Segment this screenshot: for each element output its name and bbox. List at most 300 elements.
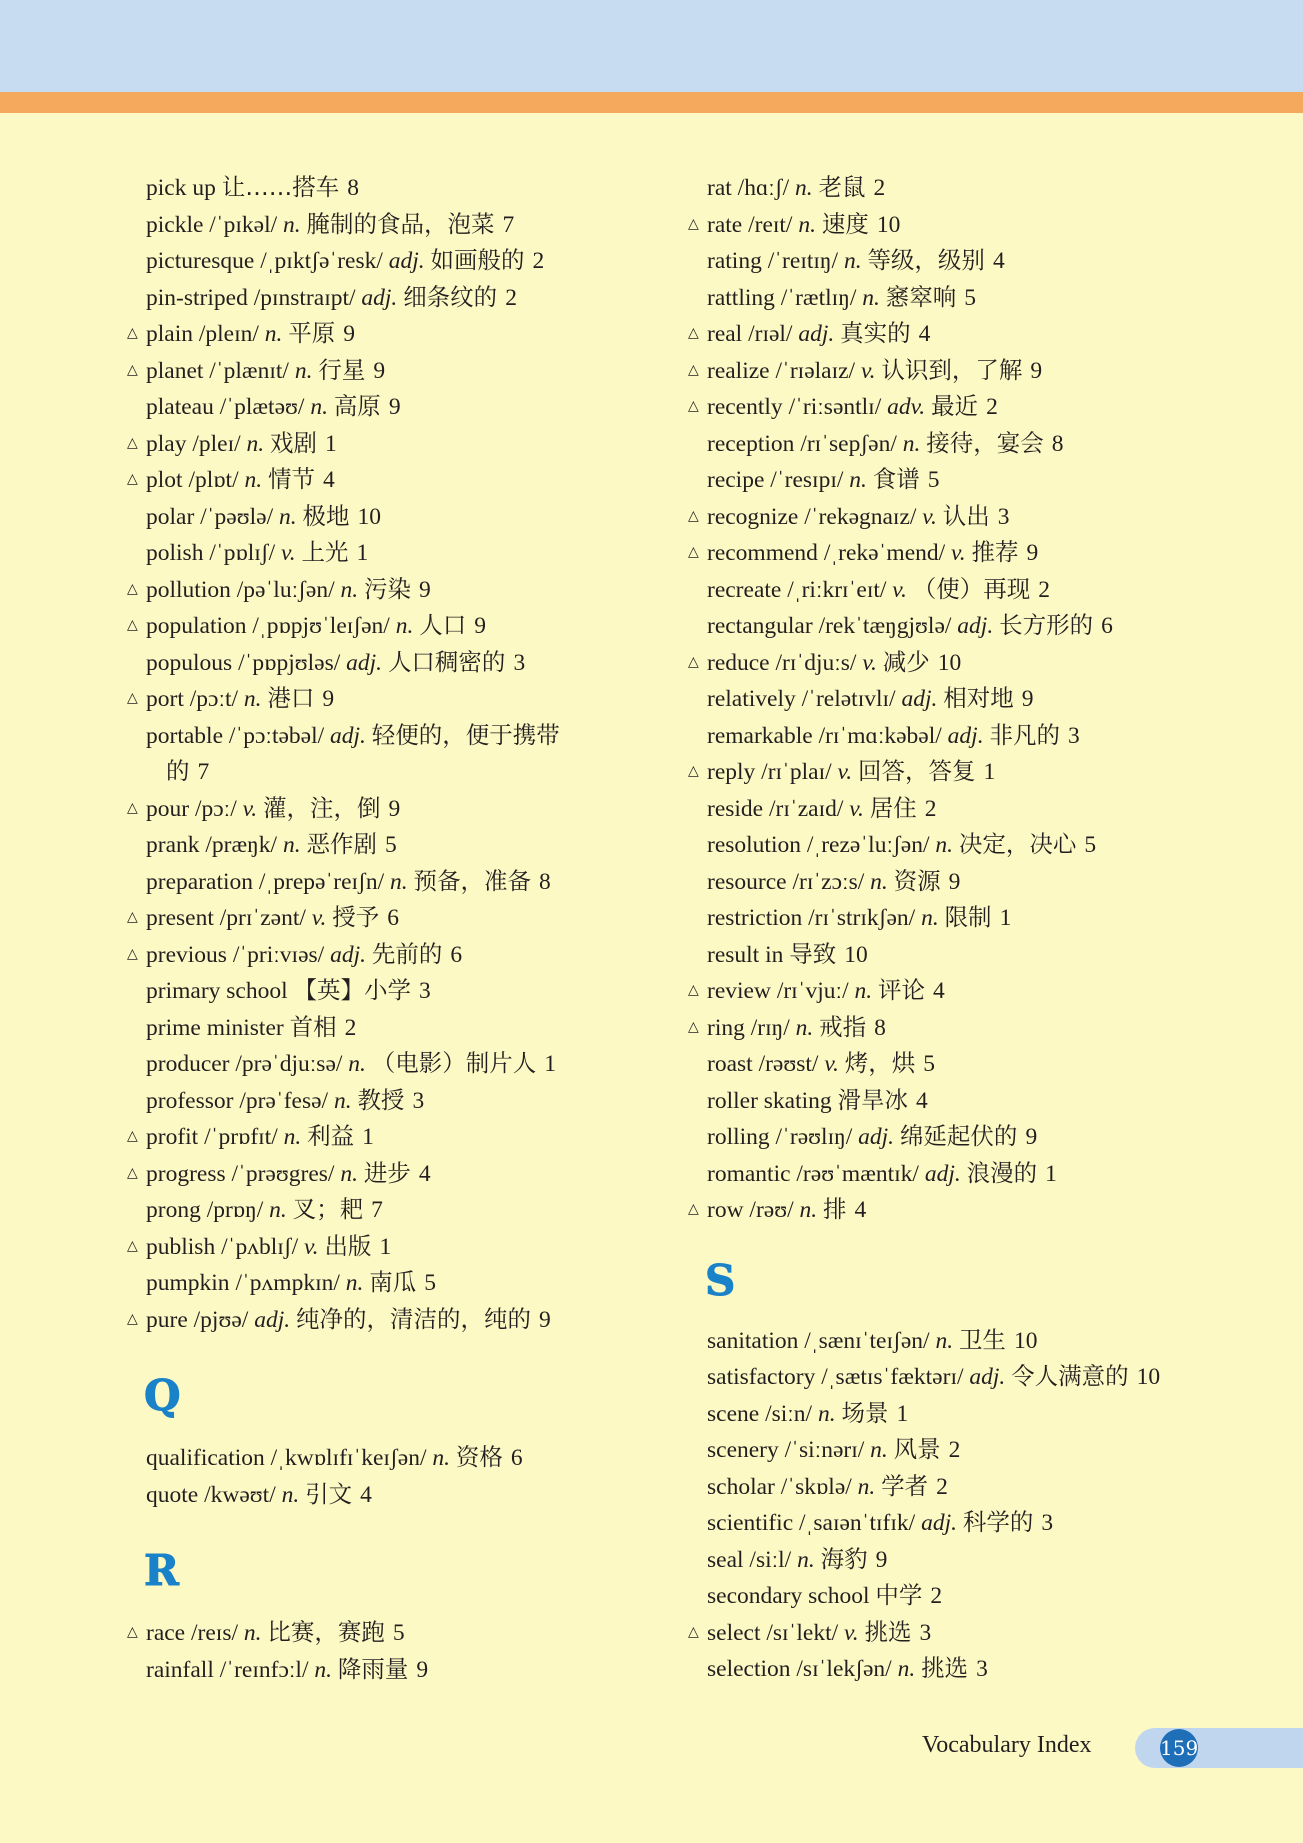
entry-part-of-speech: v. [242, 795, 258, 822]
vocab-entry [126, 973, 646, 1010]
entry-unit-number: 10 [1013, 1327, 1038, 1354]
entry-definition: 食谱 [872, 465, 920, 493]
entry-word: pick up [146, 175, 216, 201]
entry-word: recently [707, 394, 783, 420]
vocab-entry [126, 1440, 646, 1477]
vocab-entry [687, 207, 1227, 244]
vocab-entry [687, 827, 1227, 864]
entry-word: row [707, 1197, 744, 1223]
entry-phonetic: /pjʊə/ [193, 1306, 249, 1333]
key-word-marker-icon: △ [688, 1018, 699, 1035]
entry-word: pour [146, 795, 190, 822]
entry-word: recipe [707, 467, 765, 493]
key-word-marker-icon: △ [127, 580, 138, 597]
vocab-entry [126, 1265, 646, 1302]
entry-unit-number: 9 [1026, 540, 1039, 566]
entry-unit-number: 4 [916, 1087, 928, 1114]
entry-definition: 窸窣响 [885, 282, 957, 311]
entry-definition: 污染 [364, 574, 412, 603]
vocab-entry [126, 827, 646, 864]
entry-unit-number: 4 [322, 467, 335, 493]
entry-part-of-speech: adj. [957, 613, 994, 639]
vocab-entry [126, 900, 646, 937]
key-word-marker-icon: △ [688, 325, 699, 341]
vocab-entry [126, 608, 646, 645]
entry-unit-number: 3 [997, 503, 1010, 530]
entry-unit-number: 3 [419, 978, 431, 1004]
entry-phonetic: /ˈpriːvɪəs/ [232, 941, 325, 968]
entry-phonetic: /ˈsiːnərɪ/ [784, 1437, 865, 1463]
entry-phonetic: /ˈrekəgnaɪz/ [804, 503, 917, 530]
entry-part-of-speech: n. [243, 1620, 262, 1646]
entry-word: pollution [146, 576, 231, 603]
entry-word: planet [146, 357, 204, 384]
key-word-marker-icon: △ [127, 434, 138, 451]
vocab-entry [687, 535, 1227, 572]
entry-word: real [707, 321, 743, 347]
entry-word: rating [707, 248, 762, 274]
entry-definition: 认识到，了解 [881, 355, 1023, 384]
vocab-entry [687, 1432, 1227, 1469]
entry-unit-number: 9 [1021, 686, 1034, 712]
entry-definition: 授予 [332, 903, 380, 931]
entry-unit-number: 1 [379, 1233, 392, 1260]
entry-word: professor [146, 1087, 234, 1114]
entry-unit-number: 3 [513, 649, 526, 676]
entry-definition: 减少 [882, 647, 930, 676]
vocab-entry [687, 1046, 1227, 1083]
entry-phonetic: /ˌriːkrɪˈeɪt/ [787, 576, 887, 603]
entry-phonetic: /ˈpʌblɪʃ/ [221, 1233, 299, 1260]
entry-definition: 纯净的，清洁的，纯的 [295, 1304, 531, 1333]
entry-phonetic: /rɪˈsepʃən/ [800, 430, 897, 457]
entry-part-of-speech: n. [870, 868, 888, 895]
vocab-entry [126, 791, 646, 828]
entry-part-of-speech: n. [921, 905, 939, 931]
vocab-entry [126, 1229, 646, 1266]
entry-word: quote [146, 1481, 199, 1508]
entry-word: rate [707, 211, 743, 238]
entry-list-p [126, 170, 646, 1338]
entry-phonetic: /siːl/ [749, 1546, 792, 1573]
header-band [0, 0, 1303, 92]
entry-part-of-speech: v. [304, 1233, 319, 1260]
entry-phonetic: /ˌsætɪsˈfæktərɪ/ [821, 1364, 964, 1390]
entry-unit-number: 9 [388, 394, 401, 420]
entry-word: reduce [707, 649, 770, 676]
entry-part-of-speech: n. [870, 1437, 888, 1463]
entry-unit-number: 10 [1136, 1364, 1161, 1390]
entry-definition: （电影）制片人 [371, 1049, 537, 1077]
entry-part-of-speech: n. [314, 1656, 332, 1683]
entry-word: scholar [707, 1473, 775, 1500]
entry-word: producer [146, 1051, 230, 1077]
entry-unit-number: 9 [1025, 1124, 1038, 1150]
entry-phonetic: /rəʊˈmæntɪk/ [796, 1160, 919, 1187]
entry-definition: 绵延起伏的 [899, 1122, 1018, 1150]
entry-phonetic: /pleɪn/ [198, 321, 259, 347]
entry-definition: 情节 [267, 465, 315, 493]
entry-phonetic: /ˈreɪtɪŋ/ [767, 248, 839, 274]
entry-part-of-speech: adj. [330, 722, 366, 749]
entry-phonetic: /reɪt/ [748, 211, 793, 238]
entry-word: recreate [707, 576, 782, 603]
entry-definition: （使）再现 [912, 574, 1031, 603]
entry-definition: 降雨量 [337, 1654, 409, 1683]
entry-part-of-speech: v. [281, 540, 296, 566]
entry-unit-number: 9 [474, 613, 486, 639]
vocab-entry [126, 316, 646, 353]
entry-unit-number: 3 [1067, 722, 1080, 749]
key-word-marker-icon: △ [127, 690, 138, 706]
entry-unit-number: 9 [416, 1656, 429, 1683]
vocab-entry [687, 353, 1227, 390]
entry-phonetic: /ˈprɒfɪt/ [204, 1124, 278, 1150]
entry-phonetic: /ˌpɪktʃəˈresk/ [260, 248, 383, 274]
entry-definition: 老鼠 [818, 173, 866, 201]
key-word-marker-icon: △ [688, 763, 699, 779]
entry-word: qualification [146, 1445, 265, 1471]
vocab-entry [687, 1615, 1227, 1652]
vocab-entry [126, 499, 646, 536]
key-word-marker-icon: △ [127, 1624, 138, 1640]
entry-part-of-speech: n. [283, 211, 301, 238]
vocab-entry [687, 645, 1227, 682]
vocab-entry [687, 1083, 1227, 1120]
entry-unit-number: 8 [539, 868, 551, 895]
vocab-entry [126, 1615, 646, 1652]
entry-word: satisfactory [707, 1364, 816, 1390]
entry-definition: 预备，准备 [413, 866, 532, 895]
entry-definition: 速度 [821, 209, 869, 238]
entry-unit-number: 9 [1030, 357, 1043, 384]
entry-word: romantic [707, 1160, 791, 1187]
entry-unit-number: 9 [419, 576, 431, 603]
entry-definition: 真实的 [840, 319, 911, 347]
entry-definition: 南瓜 [369, 1268, 417, 1296]
entry-part-of-speech: n. [243, 686, 262, 712]
key-word-marker-icon: △ [127, 945, 138, 962]
entry-phonetic: /siːn/ [765, 1400, 813, 1427]
entry-word: secondary school [707, 1583, 870, 1609]
entry-phonetic: /ˈreɪnfɔːl/ [219, 1656, 309, 1683]
vocab-entry [126, 937, 646, 974]
entry-definition: 先前的 [371, 939, 443, 968]
entry-unit-number: 2 [948, 1437, 961, 1463]
vocab-entry [687, 316, 1227, 353]
entry-list-r-continued [687, 170, 1227, 1229]
entry-unit-number: 10 [357, 503, 381, 530]
entry-unit-number: 3 [976, 1656, 988, 1682]
entry-unit-number: 5 [424, 1270, 437, 1296]
entry-word: review [707, 978, 771, 1004]
vocab-entry [126, 1652, 646, 1689]
entry-unit-number: 4 [418, 1160, 431, 1187]
entry-phonetic: /sɪˈlekt/ [766, 1619, 839, 1646]
vocab-entry [687, 462, 1227, 499]
vocab-entry [687, 1469, 1227, 1506]
entry-definition: 相对地 [943, 684, 1014, 712]
entry-definition: 进步 [363, 1158, 411, 1187]
entry-unit-number: 9 [875, 1546, 888, 1573]
entry-definition: 港口 [267, 684, 315, 712]
entry-word: resolution [707, 832, 801, 858]
entry-definition: 【英】小学 [293, 976, 411, 1004]
entry-definition: 行星 [318, 355, 366, 384]
entry-phonetic: /rɪˈzaɪd/ [769, 795, 844, 822]
entry-word: race [146, 1620, 186, 1646]
entry-word: realize [707, 357, 770, 384]
entry-phonetic: /ˌkwɒlɪfɪˈkeɪʃən/ [270, 1445, 427, 1471]
entry-part-of-speech: adj. [969, 1364, 1006, 1390]
accent-band [0, 92, 1303, 113]
entry-unit-number: 1 [983, 759, 996, 785]
entry-part-of-speech: n. [854, 978, 873, 1004]
entry-definition: 限制 [944, 903, 992, 931]
entry-part-of-speech: n. [395, 613, 414, 639]
entry-word: populous [146, 649, 233, 676]
entry-definition: 中学 [875, 1581, 923, 1609]
entry-part-of-speech: n. [902, 430, 921, 457]
entry-unit-number: 1 [999, 905, 1012, 931]
entry-phonetic: /prəˈdjuːsə/ [235, 1051, 343, 1077]
entry-part-of-speech: adj. [361, 284, 398, 311]
entry-word: rectangular [707, 613, 813, 639]
entry-unit-number: 1 [362, 1124, 374, 1150]
entry-definition: 决定，决心 [958, 830, 1077, 858]
entry-list-q [126, 1440, 646, 1513]
entry-word: result in [707, 941, 784, 968]
key-word-marker-icon: △ [127, 909, 138, 925]
vocab-entry [126, 681, 646, 718]
entry-definition: 最近 [931, 392, 979, 420]
entry-word: seal [707, 1546, 744, 1573]
key-word-marker-icon: △ [127, 361, 138, 378]
entry-definition: 恶作剧 [306, 830, 377, 858]
entry-definition: 长方形的 [999, 611, 1094, 639]
entry-part-of-speech: n. [244, 467, 263, 493]
vocab-entry [687, 900, 1227, 937]
entry-part-of-speech: n. [281, 1481, 300, 1508]
entry-part-of-speech: adj. [798, 321, 835, 347]
entry-unit-number: 4 [918, 321, 931, 347]
entry-phonetic: /ˈriːsəntlɪ/ [788, 394, 882, 420]
section-letter-s: S [705, 1255, 736, 1305]
entry-phonetic: /pɔːt/ [189, 686, 239, 712]
entry-part-of-speech: n. [795, 175, 813, 201]
key-word-marker-icon: △ [127, 471, 138, 487]
entry-part-of-speech: adj. [921, 1510, 957, 1536]
entry-part-of-speech: adj. [388, 248, 425, 274]
entry-phonetic: /pɔː/ [194, 795, 237, 822]
vocab-entry [126, 462, 646, 499]
entry-definition: 导致 [789, 939, 837, 968]
entry-definition: 居住 [869, 793, 917, 822]
vocab-entry [126, 1156, 646, 1193]
entry-definition: 卫生 [958, 1325, 1006, 1354]
entry-definition: 引文 [305, 1479, 353, 1508]
entry-phonetic: /rɪˈstrɪkʃən/ [808, 905, 916, 931]
vocab-entry [687, 1542, 1227, 1579]
vocab-entry [687, 937, 1227, 974]
entry-part-of-speech: n. [799, 1197, 818, 1223]
vocab-entry [687, 681, 1227, 718]
vocab-entry [126, 243, 646, 280]
entry-definition: 出版 [324, 1231, 372, 1260]
vocab-entry [687, 389, 1227, 426]
entry-word: reception [707, 430, 795, 457]
entry-word: preparation [146, 868, 254, 895]
entry-definition: 科学的 [962, 1508, 1034, 1536]
entry-unit-number: 6 [387, 905, 399, 931]
entry-phonetic: /rɪˈvjuː/ [776, 978, 849, 1004]
vocab-entry [687, 1396, 1227, 1433]
entry-part-of-speech: n. [348, 1051, 366, 1077]
entry-word: plateau [146, 394, 214, 420]
entry-definition: 认出 [942, 501, 990, 530]
entry-definition: 上光 [301, 538, 349, 566]
entry-phonetic: /præŋk/ [205, 832, 278, 858]
vocab-entry [687, 243, 1227, 280]
entry-phonetic: /kwəʊt/ [204, 1481, 276, 1508]
section-letter-q: Q [144, 1371, 181, 1420]
vocab-entry [687, 864, 1227, 901]
entry-list-r [126, 1615, 646, 1688]
vocab-entry [687, 718, 1227, 755]
key-word-marker-icon: △ [688, 982, 699, 998]
entry-definition: 人口稠密的 [387, 647, 506, 676]
vocab-entry [687, 1359, 1227, 1396]
entry-word: port [146, 686, 184, 712]
entry-unit-number: 3 [412, 1087, 425, 1114]
entry-word: reply [707, 759, 756, 785]
key-word-marker-icon: △ [127, 1237, 138, 1254]
entry-unit-number: 3 [919, 1619, 932, 1646]
vocab-entry [126, 1083, 646, 1120]
entry-definition: 烤，烘 [844, 1049, 916, 1077]
entry-phonetic: /plɒt/ [188, 467, 239, 493]
entry-part-of-speech: n. [849, 467, 867, 493]
entry-unit-number: 1 [1045, 1160, 1057, 1187]
entry-phonetic: /ˈpʌmpkɪn/ [235, 1270, 340, 1296]
entry-definition: 浪漫的 [966, 1158, 1038, 1187]
vocab-entry [687, 426, 1227, 463]
entry-phonetic: /rɪˈzɔːs/ [792, 868, 865, 895]
vocab-entry [687, 1010, 1227, 1047]
vocab-entry [687, 1505, 1227, 1542]
entry-part-of-speech: n. [282, 832, 301, 858]
vocab-entry [126, 426, 646, 463]
entry-definition: 场景 [841, 1398, 889, 1427]
key-word-marker-icon: △ [127, 1128, 138, 1144]
entry-phonetic: /ˌrezəˈluːʃən/ [806, 832, 930, 858]
vocab-entry [687, 572, 1227, 609]
entry-definition: 教授 [357, 1085, 405, 1114]
entry-definition: 风景 [893, 1435, 941, 1463]
entry-unit-number: 9 [343, 321, 356, 347]
entry-definition: 学者 [881, 1471, 929, 1500]
entry-unit-number: 9 [538, 1306, 551, 1333]
entry-part-of-speech: v. [922, 503, 937, 530]
entry-word: rainfall [146, 1656, 214, 1683]
entry-definition-tail: 的 [166, 757, 190, 785]
entry-part-of-speech: v. [311, 905, 327, 931]
entry-unit-number: 9 [322, 686, 335, 712]
entry-word: polar [146, 503, 195, 530]
entry-word: play [146, 430, 187, 457]
vocab-entry [687, 973, 1227, 1010]
entry-part-of-speech: n. [935, 832, 954, 858]
entry-definition: 叉；耙 [292, 1195, 364, 1223]
entry-definition: 评论 [877, 976, 925, 1004]
entry-word: plot [146, 467, 183, 493]
entry-definition: 首相 [289, 1012, 337, 1041]
entry-part-of-speech: n. [278, 503, 297, 530]
key-word-marker-icon: △ [127, 799, 138, 816]
vocab-entry [126, 1192, 646, 1229]
right-column [687, 170, 1227, 1688]
vocab-entry [687, 1578, 1227, 1615]
entry-part-of-speech: adj. [254, 1306, 291, 1333]
entry-word: recommend [707, 540, 818, 566]
entry-phonetic: /pleɪ/ [192, 430, 241, 457]
entry-word: picturesque [146, 248, 255, 274]
entry-unit-number: 6 [510, 1445, 523, 1471]
entry-unit-number: 1 [544, 1051, 557, 1077]
key-word-marker-icon: △ [688, 398, 699, 414]
entry-phonetic: /rɪˈmɑːkəbəl/ [818, 722, 942, 749]
entry-phonetic: /ˈresɪpɪ/ [770, 467, 844, 493]
entry-part-of-speech: n. [795, 1014, 814, 1041]
entry-unit-number: 9 [388, 795, 401, 822]
vocab-entry [687, 1119, 1227, 1156]
entry-definition: 比赛，赛跑 [267, 1618, 385, 1646]
key-word-marker-icon: △ [127, 1310, 138, 1327]
vocab-entry [126, 645, 646, 682]
entry-unit-number: 7 [371, 1197, 383, 1223]
vocab-entry [687, 1323, 1227, 1360]
entry-unit-number: 8 [347, 175, 359, 201]
entry-definition: 等级，级别 [867, 246, 985, 274]
entry-phonetic: /rekˈtæŋgjʊlə/ [818, 613, 952, 639]
entry-part-of-speech: adv. [887, 394, 926, 420]
vocab-entry [687, 1651, 1227, 1688]
left-column [126, 170, 646, 1688]
entry-word: prong [146, 1197, 201, 1223]
entry-definition-continued [146, 754, 646, 791]
entry-phonetic: /ˈplænɪt/ [209, 357, 289, 384]
entry-part-of-speech: n. [390, 868, 408, 895]
key-word-marker-icon: △ [688, 361, 699, 378]
entry-part-of-speech: adj. [947, 722, 984, 749]
entry-unit-number: 2 [924, 795, 937, 822]
entry-unit-number: 2 [532, 248, 545, 274]
key-word-marker-icon: △ [688, 1201, 699, 1217]
vocab-entry [126, 389, 646, 426]
entry-phonetic: /ˈpɔːtəbəl/ [228, 722, 325, 749]
entry-unit-number: 8 [874, 1014, 886, 1041]
entry-phonetic: /sɪˈlekʃən/ [796, 1656, 892, 1682]
key-word-marker-icon: △ [688, 507, 699, 524]
entry-phonetic: /rəʊ/ [749, 1197, 794, 1223]
entry-definition: 挑选 [921, 1654, 969, 1682]
entry-definition: 让……搭车 [221, 173, 340, 201]
entry-unit-number: 1 [896, 1400, 909, 1427]
entry-definition: 如画般的 [430, 246, 525, 274]
entry-unit-number: 5 [384, 832, 397, 858]
entry-definition: 平原 [288, 319, 336, 347]
entry-part-of-speech: n. [432, 1445, 450, 1471]
